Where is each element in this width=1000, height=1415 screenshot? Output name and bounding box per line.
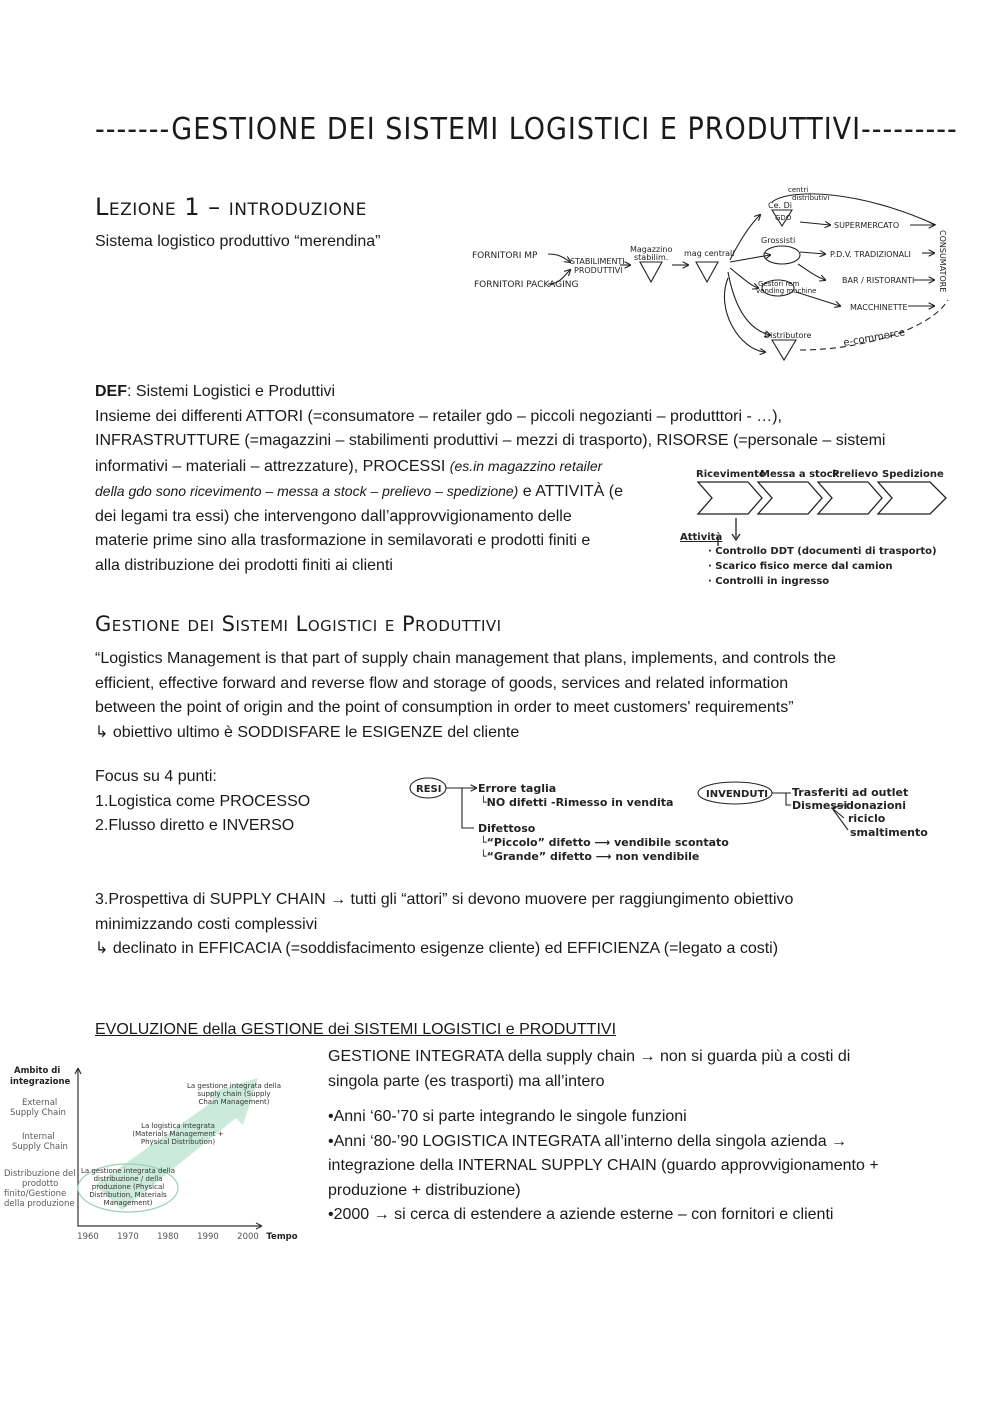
evoluzione-line: produzione + distribuzione)	[328, 1181, 521, 1199]
chart-ytick: Distribuzione del	[4, 1169, 76, 1179]
gestione-heading: Gestione dei Sistemi Logistici e Produttivi	[95, 612, 502, 636]
supply-chain-point	[95, 888, 955, 962]
diagram-gdo: GDO	[775, 214, 792, 222]
def-line-text: informativi – materiali – attrezzature), PROCESSI	[95, 457, 450, 475]
point-3-line: minimizzando costi complessivi	[95, 915, 318, 933]
diagram-vending: vending machine	[756, 287, 817, 295]
lesson-heading: Lezione 1 – introduzione	[95, 193, 367, 221]
evoluzione-bullet: •Anni ‘60-’70 si parte integrando le singole funzioni	[328, 1108, 687, 1125]
resi-grande: └“Grande” difetto ⟶ non vendibile	[480, 850, 700, 863]
diagram-stabilimenti: STABILIMENTI	[570, 257, 625, 266]
chart-stage3: supply chain (Supply	[197, 1090, 271, 1098]
diagram-bar: BAR / RISTORANTI	[842, 276, 915, 285]
quote-line: between the point of origin and the point of consumption in order to meet customers' requirements”	[95, 699, 794, 716]
resi-label: RESI	[416, 784, 442, 795]
quote-line: “Logistics Management is that part of supply chain management that plans, implements, and controls the	[95, 650, 836, 667]
focus-point-1: 1.Logistica come PROCESSO	[95, 792, 311, 810]
diagram-distributivi: distributivi	[792, 194, 830, 202]
lesson-intro: Sistema logistico produttivo “merendina”	[95, 233, 381, 250]
chart-stage1: distribuzione / della	[93, 1175, 163, 1183]
chart-stage1: Management)	[103, 1199, 153, 1207]
evoluzione-line: integrazione della INTERNAL SUPPLY CHAIN (guardo approvvigionamento +	[328, 1157, 879, 1174]
def-title-line	[95, 380, 915, 405]
resi-errore: Errore taglia	[478, 782, 557, 795]
focus-points	[95, 765, 310, 839]
def-line: INFRASTRUTTURE (=magazzini – stabilimenti produttivi – mezzi di trasporto), RISORSE (=personale – sistemi	[95, 432, 886, 449]
chart-xtick: 1970	[117, 1232, 139, 1242]
diagram-grossisti: Grossisti	[761, 236, 796, 245]
invenduti-trasferiti: Trasferiti ad outlet	[792, 786, 909, 799]
point-3-line: ↳ declinato in EFFICACIA (=soddisfacimento esigenze cliente) ed EFFICIENZA (=legato a costi)	[95, 940, 779, 957]
chart-ytick: finito/Gestione	[4, 1189, 67, 1199]
gestione-quote	[95, 647, 955, 745]
chart-ytick: External	[22, 1098, 58, 1108]
chart-ytick: prodotto	[22, 1179, 59, 1189]
process-attivita: Attività	[680, 532, 723, 543]
process-step-ricevimento: Ricevimento	[696, 469, 766, 480]
def-line: alla distribuzione dei prodotti finiti ai clienti	[95, 556, 393, 574]
invenduti-smaltimento: smaltimento	[850, 826, 928, 839]
diagram-magazzino: Magazzino	[630, 245, 673, 254]
page-title: -------GESTIONE DEI SISTEMI LOGISTICI E PRODUTTIVI---------	[95, 112, 958, 147]
chart-xtick: 2000	[237, 1232, 259, 1242]
chart-stage1: produzione (Physical	[91, 1183, 165, 1191]
resi-difettoso: Difettoso	[478, 822, 536, 835]
diagram-consumatore: CONSUMATORE	[938, 230, 947, 293]
diagram-ce-di: Ce. Di	[768, 201, 792, 210]
def-line-italic: (es.in magazzino retailer	[449, 457, 603, 474]
diagram-ecommerce: e-commerce	[842, 327, 907, 349]
diagram-stabilimenti-2: PRODUTTIVI	[574, 266, 623, 275]
diagram-distributore: Distributore	[764, 331, 812, 340]
process-step-messa-a-stock: Messa a stock	[760, 469, 840, 480]
invenduti-dismessi: Dismessi	[792, 799, 848, 812]
chart-xtick: 1980	[157, 1232, 179, 1242]
supply-network-diagram	[460, 180, 960, 370]
evoluzione-bullet: •2000 → si cerca di estendere a aziende esterne – con fornitori e clienti	[328, 1206, 834, 1223]
process-step-prelievo: Prelievo	[832, 469, 879, 480]
chart-ylabel: Ambito di	[14, 1066, 61, 1076]
chart-ytick: Supply Chain	[10, 1108, 66, 1118]
diagram-supermercato: SUPERMERCATO	[834, 221, 900, 230]
def-title: : Sistemi Logistici e Produttivi	[127, 383, 336, 400]
reverse-flow-diagram	[408, 772, 938, 867]
diagram-magazzino-2: stabilim.	[634, 253, 669, 262]
chart-ytick: della produzione	[4, 1199, 75, 1209]
warehouse-process-diagram	[678, 462, 958, 592]
evoluzione-line: singola parte (es trasporti) ma all’intero	[328, 1072, 605, 1090]
chart-stage2: Physical Distribution)	[140, 1138, 216, 1146]
evoluzione-line: GESTIONE INTEGRATA della supply chain → non si guarda più a costi di	[328, 1048, 851, 1065]
chart-ylabel: integrazione	[10, 1077, 71, 1087]
diagram-fornitori-mp: FORNITORI MP	[472, 251, 538, 261]
diagram-macchinette: MACCHINETTE	[850, 303, 908, 312]
chart-stage3: Chain Management)	[198, 1098, 270, 1106]
focus-point-2: 2.Flusso diretto e INVERSO	[95, 817, 295, 834]
chart-xtick: 1960	[77, 1232, 99, 1242]
chart-stage1: Distribution, Materials	[89, 1191, 167, 1199]
process-item: · Scarico fisico merce dal camion	[708, 561, 893, 572]
process-step-spedizione: Spedizione	[882, 469, 944, 480]
diagram-gestori: Gestori rem	[758, 280, 800, 288]
evoluzione-text	[328, 1045, 928, 1228]
def-label: DEF	[95, 383, 127, 400]
invenduti-label: INVENDUTI	[706, 789, 768, 800]
process-item: · Controlli in ingresso	[708, 576, 830, 587]
chart-ytick: Supply Chain	[12, 1142, 68, 1152]
def-line: materie prime sino alla trasformazione in semilavorati e prodotti finiti e	[95, 532, 591, 549]
diagram-centri: centri	[788, 186, 809, 194]
process-item: · Controllo DDT (documenti di trasporto)	[708, 546, 937, 557]
def-line-text: e ATTIVITÀ (e	[518, 483, 623, 500]
chart-stage2: La logistica integrata	[141, 1122, 215, 1130]
evoluzione-heading: EVOLUZIONE della GESTIONE dei SISTEMI LOGISTICI e PRODUTTIVI	[95, 1021, 617, 1038]
chart-stage2: (Materials Management +	[132, 1130, 224, 1138]
chart-stage3: La gestione integrata della	[187, 1082, 281, 1090]
diagram-mag-centrali: mag centrali	[684, 249, 735, 258]
objective-line: ↳ obiettivo ultimo è SODDISFARE le ESIGENZE del cliente	[95, 723, 520, 741]
def-line: dei legami tra essi) che intervengono dall’approvvigionamento delle	[95, 507, 572, 525]
evoluzione-bullet: •Anni ‘80-’90 LOGISTICA INTEGRATA all’interno della singola azienda →	[328, 1132, 848, 1150]
resi-piccolo: └“Piccolo” difetto ⟶ vendibile scontato	[480, 836, 729, 849]
focus-title: Focus su 4 punti:	[95, 768, 217, 785]
resi-no-difetti: └NO difetti -Rimesso in vendita	[480, 796, 674, 809]
chart-xtick: 1990	[197, 1232, 219, 1242]
diagram-pdv: P.D.V. TRADIZIONALI	[830, 250, 911, 259]
invenduti-riciclo: riciclo	[848, 812, 886, 825]
diagram-fornitori-packaging: FORNITORI PACKAGING	[474, 280, 579, 290]
point-3-line: 3.Prospettiva di SUPPLY CHAIN → tutti gli “attori” si devono muovere per raggiungimento obiettivo	[95, 891, 794, 908]
quote-line: efficient, effective forward and reverse flow and storage of goods, services and related information	[95, 674, 789, 692]
invenduti-donazioni: donazioni	[846, 799, 907, 812]
def-line-italic: della gdo sono ricevimento – messa a stock – prelievo – spedizione)	[95, 483, 519, 499]
chart-stage1: La gestione integrata della	[81, 1167, 175, 1175]
integration-evolution-chart	[0, 1060, 315, 1245]
chart-xlabel: Tempo	[266, 1232, 298, 1242]
def-line: Insieme dei differenti ATTORI (=consumatore – retailer gdo – piccoli negozianti – produtttori - …),	[95, 407, 782, 425]
chart-ytick: Internal	[22, 1132, 55, 1142]
